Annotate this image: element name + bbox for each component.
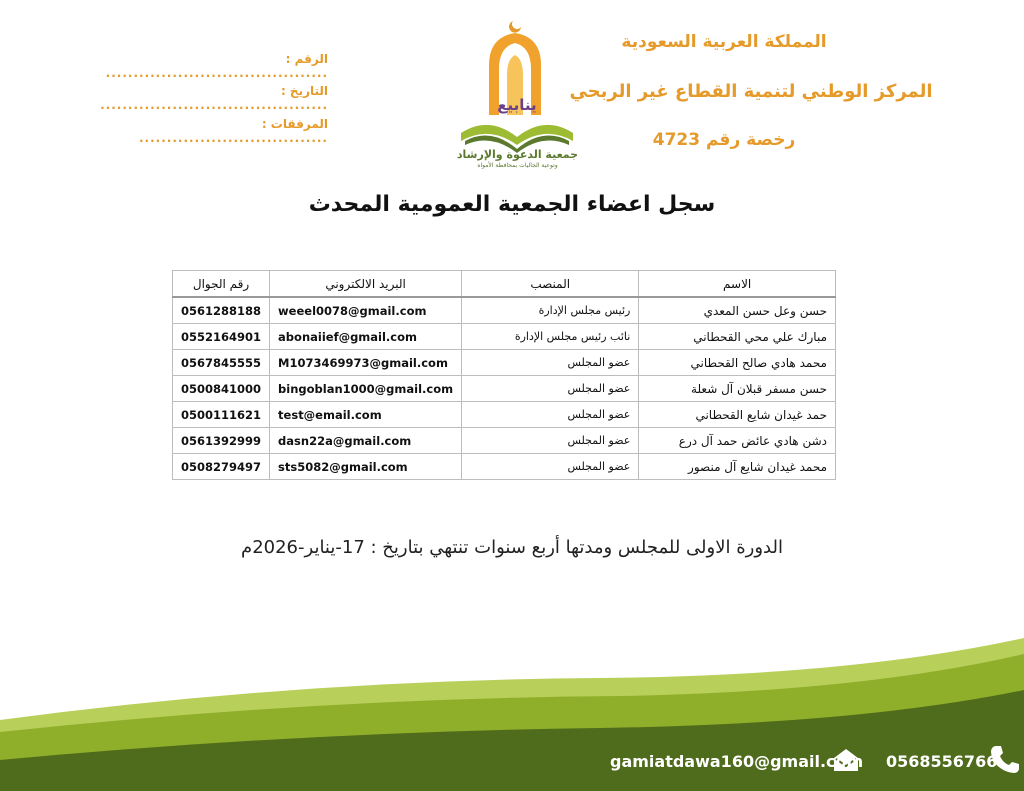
ref-attachments-label: المرفقات : — [261, 117, 328, 131]
term-note: الدورة الاولى للمجلس ومدتها أربع سنوات تنتهي بتاريخ : 17-يناير-2026م — [241, 537, 783, 558]
ref-date-label: التاريخ : — [280, 84, 328, 98]
ref-number-label: الرقم : — [285, 52, 328, 66]
cell-email: test@email.com — [270, 402, 462, 428]
ref-attachments-dots: .................................. — [139, 131, 328, 145]
col-header-phone: رقم الجوال — [173, 271, 270, 298]
members-table — [172, 270, 836, 480]
cell-phone: 0552164901 — [173, 324, 270, 350]
col-header-email: البريد الالكتروني — [270, 271, 462, 298]
cell-phone: 0500111621 — [173, 402, 270, 428]
footer-email: gamiatdawa160@gmail.com — [610, 752, 864, 771]
cell-name: حمد غيدان شايع القحطاني — [639, 402, 836, 428]
cell-email: abonaiief@gmail.com — [270, 324, 462, 350]
col-header-name: الاسم — [639, 271, 836, 298]
page-title: سجل اعضاء الجمعية العمومية المحدث — [308, 192, 716, 217]
cell-name: حسن مسفر قبلان آل شعلة — [639, 376, 836, 402]
ref-date-dots: ......................................... — [100, 98, 328, 112]
cell-name: دشن هادي عائض حمد آل درع — [639, 428, 836, 454]
table-row — [173, 297, 836, 324]
table-row — [173, 428, 836, 454]
logo-org-name: جمعية الدعوة والإرشاد — [456, 148, 579, 161]
header-license: رخصة رقم 4723 — [652, 130, 796, 150]
cell-email: sts5082@gmail.com — [270, 454, 462, 480]
cell-email: M1073469973@gmail.com — [270, 350, 462, 376]
cell-position: نائب رئيس مجلس الإدارة — [462, 324, 639, 350]
cell-name: مبارك علي محي القحطاني — [639, 324, 836, 350]
table-row — [173, 324, 836, 350]
footer-phone: 0568556766 — [886, 752, 998, 771]
cell-position: عضو المجلس — [462, 402, 639, 428]
table-header-row — [173, 271, 836, 298]
ref-number-dots: ........................................ — [105, 66, 328, 80]
cell-phone: 0561392999 — [173, 428, 270, 454]
cell-position: عضو المجلس — [462, 454, 639, 480]
ref-date-field — [100, 84, 328, 112]
table-row — [173, 402, 836, 428]
table-row — [173, 376, 836, 402]
cell-phone: 0500841000 — [173, 376, 270, 402]
ref-attachments-field — [128, 117, 328, 145]
cell-phone: 0561288188 — [173, 297, 270, 324]
table-row — [173, 350, 836, 376]
logo-name: ينابيع — [497, 96, 537, 114]
cell-position: عضو المجلس — [462, 376, 639, 402]
cell-email: dasn22a@gmail.com — [270, 428, 462, 454]
cell-email: bingoblan1000@gmail.com — [270, 376, 462, 402]
cell-position: رئيس مجلس الإدارة — [462, 297, 639, 324]
cell-name: حسن وعل حسن المعدي — [639, 297, 836, 324]
cell-phone: 0508279497 — [173, 454, 270, 480]
ref-number-field — [105, 52, 328, 80]
cell-name: محمد هادي صالح القحطاني — [639, 350, 836, 376]
header-kingdom: المملكة العربية السعودية — [621, 32, 827, 52]
logo-sub-name: وتوعية الجاليات بمحافظة الأمواه — [477, 162, 558, 169]
cell-email: weeel0078@gmail.com — [270, 297, 462, 324]
cell-position: عضو المجلس — [462, 428, 639, 454]
cell-position: عضو المجلس — [462, 350, 639, 376]
table-row — [173, 454, 836, 480]
header-center-name: المركز الوطني لتنمية القطاع غير الربحي — [569, 81, 933, 102]
col-header-position: المنصب — [462, 271, 639, 298]
cell-name: محمد غيدان شايع آل منصور — [639, 454, 836, 480]
footer-wave — [0, 620, 1024, 791]
cell-phone: 0567845555 — [173, 350, 270, 376]
